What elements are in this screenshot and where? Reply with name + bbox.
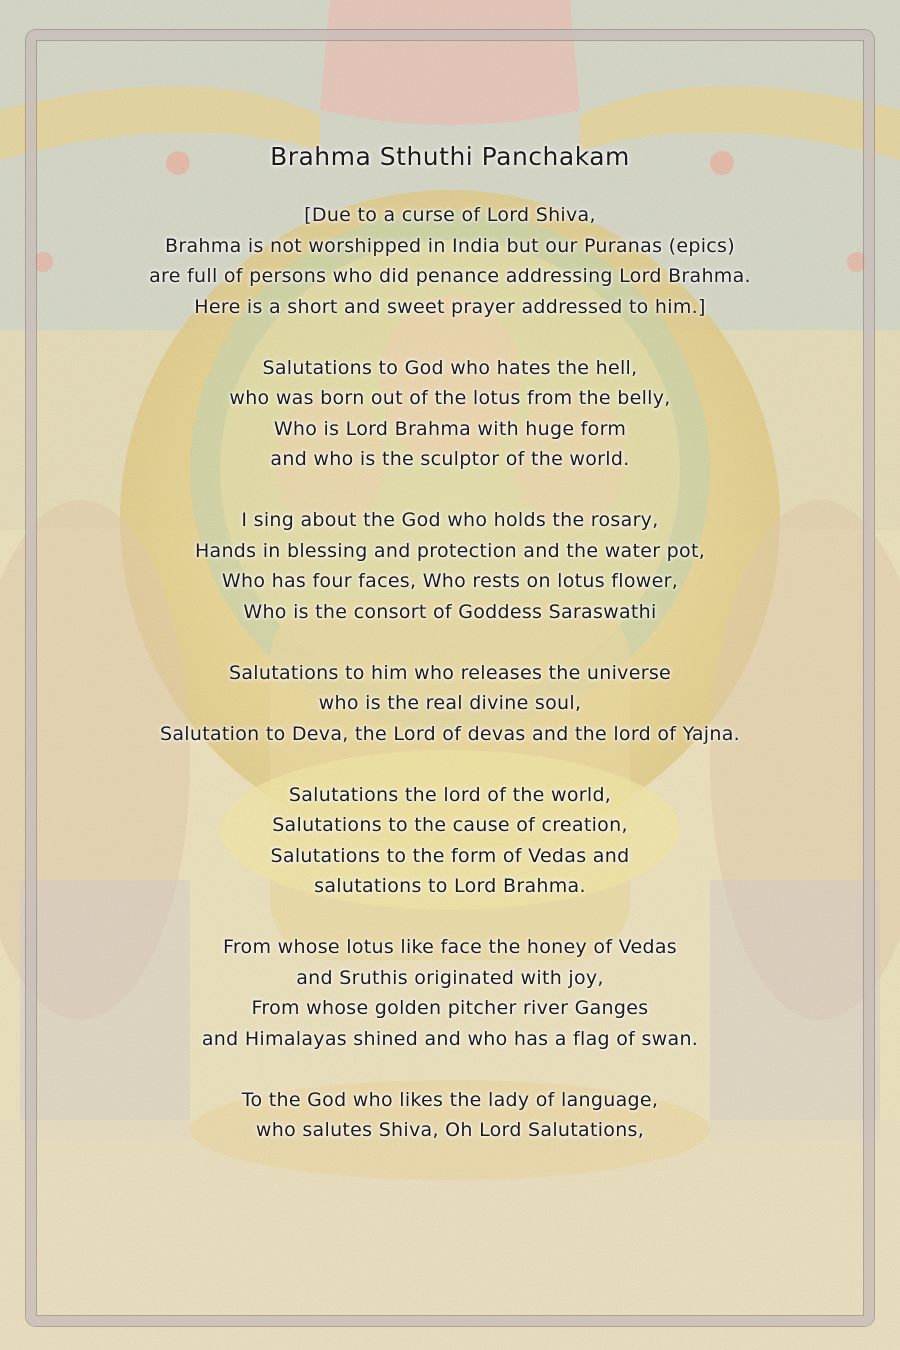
verse-line: Hands in blessing and protection and the water pot, — [194, 539, 706, 562]
intro-line: Brahma is not worshipped in India but our Puranas (epics) — [165, 234, 735, 257]
verse-line: To the God who likes the lady of language, — [241, 1088, 659, 1111]
verse-line: Who is the consort of Goddess Saraswathi — [243, 600, 657, 623]
stanza-2 — [40, 505, 860, 627]
stanza-4 — [40, 780, 860, 902]
stanza-6 — [40, 1085, 860, 1146]
verse-line: Who has four faces, Who rests on lotus flower, — [221, 570, 679, 592]
verse-line: and who is the sculptor of the world. — [270, 448, 630, 470]
verse-line: Salutations the lord of the world, — [288, 783, 612, 806]
verse-line: who was born out of the lotus from the belly, — [229, 387, 671, 409]
verse-line: Salutations to him who releases the universe — [228, 661, 672, 684]
page-title: Brahma Sthuthi Panchakam — [270, 142, 630, 171]
verse-line: salutations to Lord Brahma. — [314, 875, 586, 897]
verse-line: Salutations to God who hates the hell, — [262, 356, 638, 379]
verse-line: and Sruthis originated with joy, — [296, 966, 604, 989]
stanza-5 — [40, 932, 860, 1054]
verse-line: who is the real divine soul, — [318, 692, 582, 714]
verse-line: Salutations to the cause of creation, — [272, 814, 628, 836]
intro-stanza — [40, 200, 860, 322]
verse-line: who salutes Shiva, Oh Lord Salutations, — [255, 1119, 645, 1141]
verse-line: From whose lotus like face the honey of Vedas — [223, 936, 677, 958]
verse-line: Who is Lord Brahma with huge form — [273, 417, 627, 440]
intro-line: are full of persons who did penance addressing Lord Brahma. — [149, 265, 751, 287]
verse-line: Salutations to the form of Vedas and — [270, 844, 630, 867]
intro-line: [Due to a curse of Lord Shiva, — [304, 204, 596, 226]
stanza-3 — [40, 658, 860, 750]
stanza-1 — [40, 353, 860, 475]
verse-line: Salutation to Deva, the Lord of devas and the lord of Yajna. — [159, 722, 741, 745]
verse-line: and Himalayas shined and who has a flag of swan. — [201, 1027, 699, 1050]
poem-content — [40, 140, 860, 1176]
intro-line: Here is a short and sweet prayer addressed to him.] — [194, 295, 706, 318]
verse-line: I sing about the God who holds the rosary, — [241, 509, 659, 531]
verse-line: From whose golden pitcher river Ganges — [251, 997, 649, 1019]
